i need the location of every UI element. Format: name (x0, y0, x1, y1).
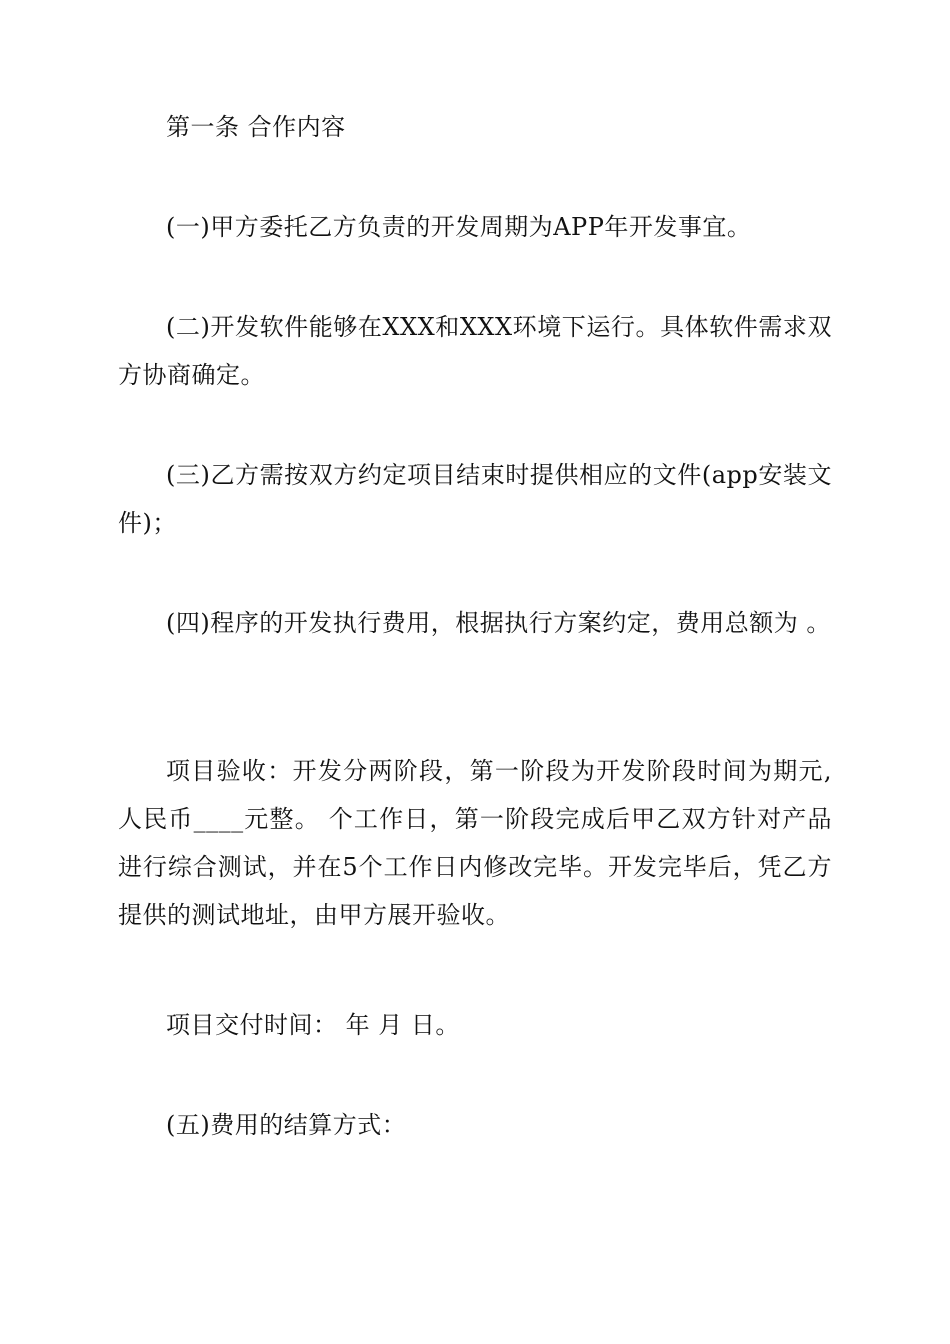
clause-3: (三)乙方需按双方约定项目结束时提供相应的文件(app安装文件)； (118, 461, 832, 537)
clause-1: (一)甲方委托乙方负责的开发周期为APP年开发事宜。 (166, 213, 752, 241)
delivery-time: 项目交付时间： 年 月 日。 (166, 1011, 460, 1039)
project-acceptance: 项目验收：开发分两阶段，第一阶段为开发阶段时间为期元,人民币____元整。 个工作日，第一阶段完成后甲乙双方针对产品进行综合测试，并在5个工作日内修改完毕。开发完毕后，凭乙方提供的测试地址，由甲方展开验收。 (118, 757, 832, 929)
clause-5: (五)费用的结算方式： (166, 1111, 407, 1139)
article-heading: 第一条 合作内容 (166, 113, 346, 141)
clause-2: (二)开发软件能够在XXX和XXX环境下运行。具体软件需求双方协商确定。 (118, 313, 832, 389)
clause-4: (四)程序的开发执行费用，根据执行方案约定，费用总额为 。 (166, 609, 831, 637)
